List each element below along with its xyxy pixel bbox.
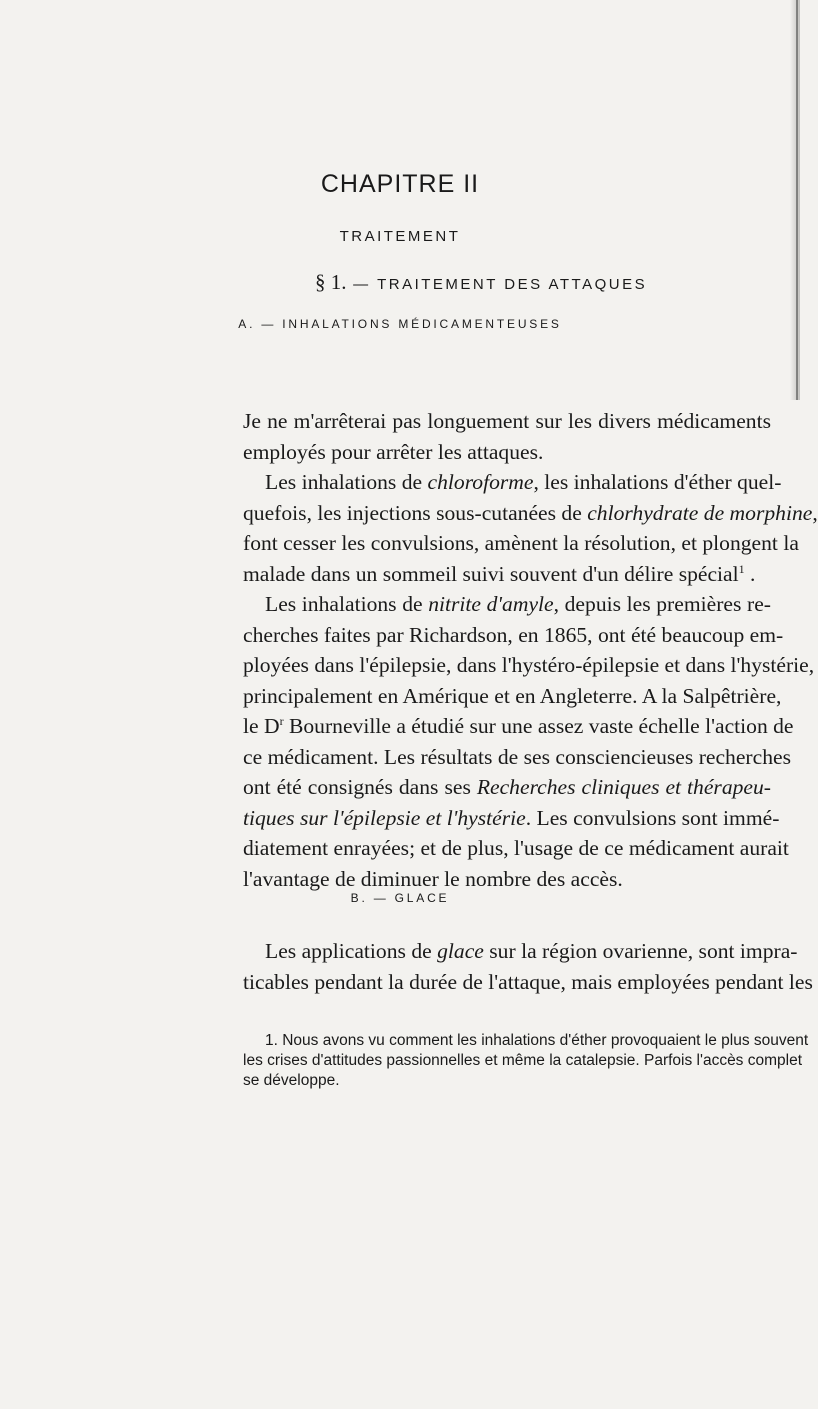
footnote-line: 1. Nous avons vu comment les inhalations d'éther provoquaient le plus souvent (265, 1032, 809, 1049)
text-run: . Les convulsions sont immé- (525, 805, 780, 830)
text-run: Les inhalations de (265, 592, 429, 616)
italic-term: glace (437, 939, 484, 963)
superscript: r (279, 713, 284, 728)
text-run: Bourneville a étudié sur une assez vaste échelle l'action de (283, 714, 794, 738)
text-line (243, 559, 771, 590)
page-edge-shadow (790, 0, 800, 400)
text-line: principalement en Amérique et en Angleterre. A la Salpêtrière, (243, 683, 782, 708)
italic-title: tiques sur l'épilepsie et l'hystérie (243, 805, 526, 830)
text-run: malade dans un sommeil suivi souvent d'un délire spécial (243, 561, 739, 586)
text-run: , les inhalations d'éther quel- (533, 470, 782, 494)
subsection-heading-b: B. — GLACE (350, 891, 450, 905)
text-line: ployées dans l'épilepsie, dans l'hystéro-épilepsie et dans l'hystérie, (243, 653, 815, 677)
text-line (243, 589, 771, 620)
text-line: Je ne m'arrêterai pas longuement sur les divers médicaments (243, 409, 771, 433)
text-line: ce médicament. Les résultats de ses consciencieuses recherches (243, 744, 791, 769)
text-line (243, 467, 782, 498)
italic-term: nitrite d'amyle (428, 592, 554, 616)
footnote-line: les crises d'attitudes passionnelles et même la catalepsie. Parfois l'accès complet (243, 1052, 803, 1069)
text-run: le D (243, 714, 280, 738)
chapter-title: TRAITEMENT (339, 228, 461, 245)
text-line: l'avantage de diminuer le nombre des accès. (243, 866, 623, 891)
text-line (243, 711, 794, 742)
body-text-block-2 (243, 936, 813, 997)
italic-term: chloroforme (427, 470, 534, 494)
italic-term: chlorhydrate de morphine (587, 500, 813, 525)
section-number: § 1. (315, 270, 347, 294)
text-run: quefois, les injections sous-cutanées de (243, 500, 588, 525)
footnote (243, 1031, 809, 1091)
italic-title: Recherches cliniques et thérapeu- (476, 775, 771, 799)
text-run: sur la région ovarienne, sont impra- (483, 939, 798, 963)
text-line (243, 772, 771, 803)
text-line (243, 498, 818, 529)
text-line: font cesser les convulsions, amènent la résolution, et plongent la (243, 531, 799, 555)
chapter-heading: CHAPITRE II (320, 170, 480, 198)
text-line: cherches faites par Richardson, en 1865, ont été beaucoup em- (243, 622, 784, 647)
text-line: ticables pendant la durée de l'attaque, mais employées pendant les (243, 969, 813, 994)
text-run: , depuis les premières re- (553, 592, 771, 616)
text-run: Les inhalations de (265, 470, 428, 494)
text-line (243, 803, 780, 834)
footnote-line: se développe. (243, 1072, 340, 1089)
section-title: — TRAITEMENT DES ATTAQUES (353, 276, 648, 293)
text-run: Les applications de (265, 939, 438, 963)
subsection-heading-a: A. — INHALATIONS MÉDICAMENTEUSES (238, 317, 562, 331)
section-heading (315, 270, 647, 295)
body-text-block (243, 406, 818, 894)
footnote-ref: 1 (738, 561, 745, 576)
text-run: ont été consignés dans ses (243, 775, 477, 799)
page-edge-line (796, 0, 798, 400)
text-run: . (744, 561, 756, 586)
text-line: employés pour arrêter les attaques. (243, 439, 544, 464)
text-run: , (812, 500, 818, 525)
text-line: diatement enrayées; et de plus, l'usage de ce médicament aurait (243, 836, 789, 860)
text-line (243, 936, 798, 967)
